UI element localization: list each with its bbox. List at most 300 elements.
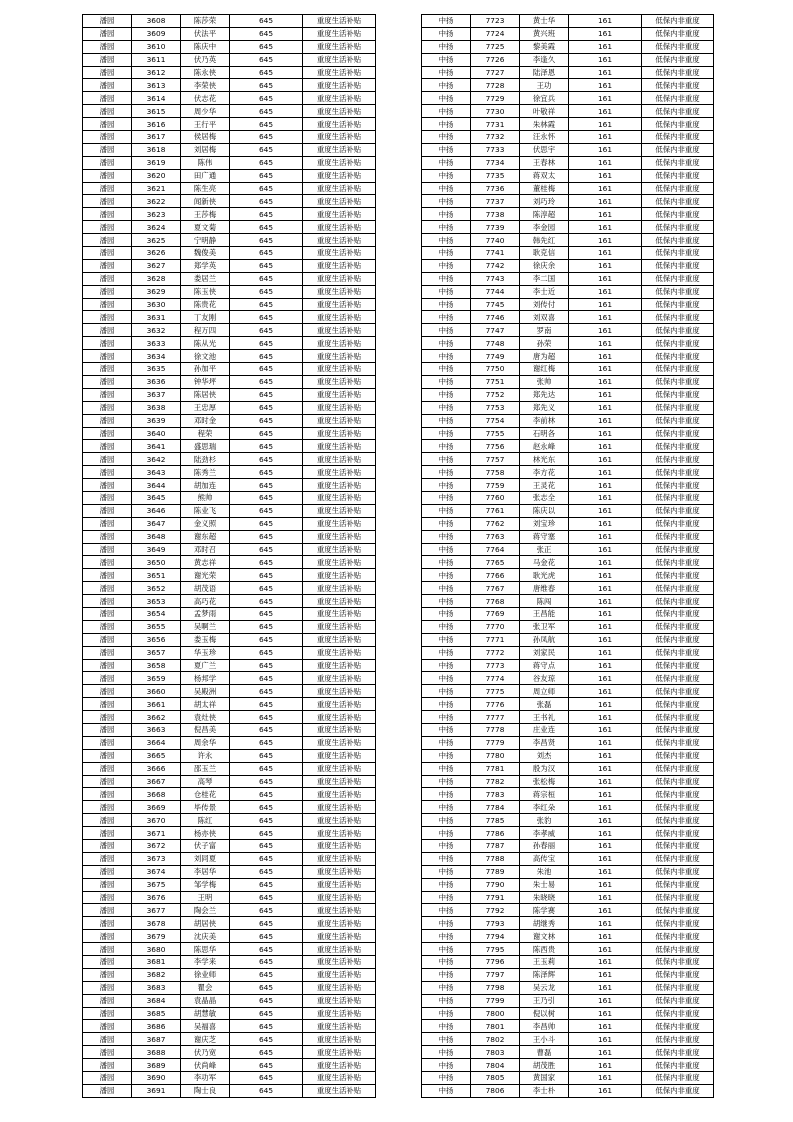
- town-cell: 中扬: [422, 878, 471, 891]
- town-cell: 潘园: [83, 1020, 132, 1033]
- town-cell: 中扬: [422, 375, 471, 388]
- town-cell: 中扬: [422, 904, 471, 917]
- category-cell: 低保内非重度: [642, 182, 714, 195]
- name-cell: 张磊: [520, 698, 569, 711]
- category-cell: 低保内非重度: [642, 27, 714, 40]
- town-cell: 中扬: [422, 620, 471, 633]
- amount-cell: 645: [230, 749, 303, 762]
- town-cell: 中扬: [422, 956, 471, 969]
- town-cell: 潘园: [83, 659, 132, 672]
- category-cell: 重度生活补贴: [303, 118, 376, 131]
- amount-cell: 161: [569, 311, 642, 324]
- town-cell: 潘园: [83, 15, 132, 28]
- id-cell: 7759: [471, 479, 520, 492]
- town-cell: 潘园: [83, 595, 132, 608]
- amount-cell: 161: [569, 775, 642, 788]
- amount-cell: 161: [569, 401, 642, 414]
- amount-cell: 161: [569, 981, 642, 994]
- table-row: [422, 324, 714, 337]
- town-cell: 中扬: [422, 414, 471, 427]
- name-cell: 王昌能: [520, 607, 569, 620]
- category-cell: 低保内非重度: [642, 15, 714, 28]
- amount-cell: 161: [569, 156, 642, 169]
- amount-cell: 645: [230, 943, 303, 956]
- town-cell: 中扬: [422, 479, 471, 492]
- amount-cell: 161: [569, 556, 642, 569]
- name-cell: 杨邦学: [181, 672, 230, 685]
- category-cell: 重度生活补贴: [303, 453, 376, 466]
- table-row: [422, 672, 714, 685]
- category-cell: 低保内非重度: [642, 917, 714, 930]
- table-row: [83, 324, 376, 337]
- id-cell: 7728: [471, 79, 520, 92]
- category-cell: 重度生活补贴: [303, 156, 376, 169]
- table-row: [422, 40, 714, 53]
- town-cell: 潘园: [83, 79, 132, 92]
- table-row: [422, 968, 714, 981]
- name-cell: 谢东超: [181, 530, 230, 543]
- name-cell: 程荣: [181, 427, 230, 440]
- category-cell: 低保内非重度: [642, 105, 714, 118]
- name-cell: 杨亦侠: [181, 827, 230, 840]
- town-cell: 中扬: [422, 968, 471, 981]
- id-cell: 3669: [132, 801, 181, 814]
- town-cell: 中扬: [422, 891, 471, 904]
- town-cell: 潘园: [83, 711, 132, 724]
- left-table: [82, 14, 376, 1098]
- name-cell: 盛思瑞: [181, 440, 230, 453]
- id-cell: 7761: [471, 504, 520, 517]
- table-row: [83, 195, 376, 208]
- table-row: [83, 840, 376, 853]
- category-cell: 低保内非重度: [642, 350, 714, 363]
- name-cell: 刘传付: [520, 298, 569, 311]
- id-cell: 7767: [471, 582, 520, 595]
- id-cell: 3640: [132, 427, 181, 440]
- id-cell: 7739: [471, 221, 520, 234]
- town-cell: 潘园: [83, 543, 132, 556]
- table-row: [422, 311, 714, 324]
- category-cell: 低保内非重度: [642, 440, 714, 453]
- table-row: [83, 440, 376, 453]
- id-cell: 7732: [471, 131, 520, 144]
- amount-cell: 645: [230, 736, 303, 749]
- name-cell: 胡太祥: [181, 698, 230, 711]
- amount-cell: 161: [569, 1033, 642, 1046]
- town-cell: 中扬: [422, 388, 471, 401]
- town-cell: 潘园: [83, 582, 132, 595]
- table-row: [83, 105, 376, 118]
- name-cell: 石明各: [520, 427, 569, 440]
- id-cell: 3680: [132, 943, 181, 956]
- id-cell: 7801: [471, 1020, 520, 1033]
- name-cell: 黄志祥: [181, 556, 230, 569]
- table-row: [422, 685, 714, 698]
- id-cell: 7729: [471, 92, 520, 105]
- amount-cell: 645: [230, 1072, 303, 1085]
- id-cell: 7770: [471, 620, 520, 633]
- town-cell: 中扬: [422, 775, 471, 788]
- amount-cell: 161: [569, 646, 642, 659]
- town-cell: 潘园: [83, 788, 132, 801]
- name-cell: 陶士良: [181, 1084, 230, 1097]
- amount-cell: 645: [230, 569, 303, 582]
- amount-cell: 645: [230, 517, 303, 530]
- table-row: [422, 711, 714, 724]
- name-cell: 黄兴班: [520, 27, 569, 40]
- category-cell: 低保内非重度: [642, 272, 714, 285]
- table-row: [83, 15, 376, 28]
- category-cell: 重度生活补贴: [303, 685, 376, 698]
- table-row: [83, 981, 376, 994]
- name-cell: 李红朵: [520, 801, 569, 814]
- table-row: [422, 1020, 714, 1033]
- table-row: [83, 736, 376, 749]
- table-row: [83, 711, 376, 724]
- category-cell: 重度生活补贴: [303, 247, 376, 260]
- category-cell: 重度生活补贴: [303, 259, 376, 272]
- town-cell: 中扬: [422, 685, 471, 698]
- category-cell: 重度生活补贴: [303, 556, 376, 569]
- category-cell: 重度生活补贴: [303, 66, 376, 79]
- town-cell: 潘园: [83, 865, 132, 878]
- category-cell: 重度生活补贴: [303, 569, 376, 582]
- category-cell: 重度生活补贴: [303, 633, 376, 646]
- id-cell: 3668: [132, 788, 181, 801]
- table-row: [83, 904, 376, 917]
- table-row: [422, 530, 714, 543]
- amount-cell: 161: [569, 27, 642, 40]
- name-cell: 耿光虎: [520, 569, 569, 582]
- table-row: [83, 66, 376, 79]
- amount-cell: 161: [569, 607, 642, 620]
- category-cell: 重度生活补贴: [303, 736, 376, 749]
- table-row: [422, 814, 714, 827]
- category-cell: 重度生活补贴: [303, 607, 376, 620]
- town-cell: 中扬: [422, 131, 471, 144]
- table-row: [83, 723, 376, 736]
- amount-cell: 645: [230, 375, 303, 388]
- table-row: [83, 607, 376, 620]
- id-cell: 3641: [132, 440, 181, 453]
- amount-cell: 645: [230, 646, 303, 659]
- amount-cell: 645: [230, 852, 303, 865]
- town-cell: 潘园: [83, 143, 132, 156]
- category-cell: 重度生活补贴: [303, 491, 376, 504]
- category-cell: 重度生活补贴: [303, 1033, 376, 1046]
- table-row: [422, 1084, 714, 1097]
- amount-cell: 645: [230, 195, 303, 208]
- amount-cell: 161: [569, 788, 642, 801]
- category-cell: 低保内非重度: [642, 775, 714, 788]
- table-row: [422, 131, 714, 144]
- id-cell: 3616: [132, 118, 181, 131]
- name-cell: 陈业飞: [181, 504, 230, 517]
- amount-cell: 161: [569, 272, 642, 285]
- category-cell: 重度生活补贴: [303, 350, 376, 363]
- id-cell: 3675: [132, 878, 181, 891]
- id-cell: 7762: [471, 517, 520, 530]
- table-row: [422, 337, 714, 350]
- id-cell: 3619: [132, 156, 181, 169]
- table-row: [83, 27, 376, 40]
- category-cell: 低保内非重度: [642, 324, 714, 337]
- category-cell: 低保内非重度: [642, 285, 714, 298]
- town-cell: 中扬: [422, 285, 471, 298]
- amount-cell: 645: [230, 272, 303, 285]
- table-row: [422, 723, 714, 736]
- table-row: [83, 259, 376, 272]
- town-cell: 中扬: [422, 994, 471, 1007]
- id-cell: 7754: [471, 414, 520, 427]
- table-row: [422, 143, 714, 156]
- amount-cell: 161: [569, 814, 642, 827]
- amount-cell: 645: [230, 414, 303, 427]
- table-row: [422, 414, 714, 427]
- name-cell: 毕传景: [181, 801, 230, 814]
- name-cell: 陈庆中: [181, 40, 230, 53]
- table-row: [422, 66, 714, 79]
- id-cell: 7777: [471, 711, 520, 724]
- table-row: [422, 878, 714, 891]
- amount-cell: 161: [569, 1020, 642, 1033]
- id-cell: 7786: [471, 827, 520, 840]
- id-cell: 3665: [132, 749, 181, 762]
- id-cell: 3615: [132, 105, 181, 118]
- town-cell: 中扬: [422, 259, 471, 272]
- table-row: [83, 852, 376, 865]
- name-cell: 赵永峰: [520, 440, 569, 453]
- id-cell: 3659: [132, 672, 181, 685]
- table-row: [422, 298, 714, 311]
- category-cell: 低保内非重度: [642, 221, 714, 234]
- category-cell: 重度生活补贴: [303, 40, 376, 53]
- town-cell: 潘园: [83, 956, 132, 969]
- town-cell: 潘园: [83, 775, 132, 788]
- name-cell: 殷为汉: [520, 762, 569, 775]
- name-cell: 仓桂花: [181, 788, 230, 801]
- id-cell: 7780: [471, 749, 520, 762]
- id-cell: 7725: [471, 40, 520, 53]
- amount-cell: 161: [569, 723, 642, 736]
- town-cell: 中扬: [422, 15, 471, 28]
- category-cell: 重度生活补贴: [303, 891, 376, 904]
- town-cell: 潘园: [83, 401, 132, 414]
- town-cell: 潘园: [83, 40, 132, 53]
- id-cell: 7774: [471, 672, 520, 685]
- table-row: [83, 956, 376, 969]
- table-row: [422, 466, 714, 479]
- table-row: [422, 208, 714, 221]
- town-cell: 中扬: [422, 827, 471, 840]
- category-cell: 重度生活补贴: [303, 143, 376, 156]
- name-cell: 谢庆芝: [181, 1033, 230, 1046]
- amount-cell: 161: [569, 711, 642, 724]
- category-cell: 低保内非重度: [642, 66, 714, 79]
- town-cell: 潘园: [83, 156, 132, 169]
- table-row: [83, 698, 376, 711]
- id-cell: 7771: [471, 633, 520, 646]
- table-row: [83, 865, 376, 878]
- name-cell: 华玉珍: [181, 646, 230, 659]
- town-cell: 潘园: [83, 878, 132, 891]
- amount-cell: 645: [230, 285, 303, 298]
- amount-cell: 645: [230, 79, 303, 92]
- town-cell: 潘园: [83, 607, 132, 620]
- category-cell: 重度生活补贴: [303, 981, 376, 994]
- name-cell: 谢文林: [520, 930, 569, 943]
- amount-cell: 161: [569, 66, 642, 79]
- table-row: [422, 517, 714, 530]
- amount-cell: 161: [569, 453, 642, 466]
- category-cell: 重度生活补贴: [303, 917, 376, 930]
- town-cell: 潘园: [83, 698, 132, 711]
- id-cell: 3638: [132, 401, 181, 414]
- table-row: [83, 40, 376, 53]
- amount-cell: 645: [230, 891, 303, 904]
- amount-cell: 645: [230, 878, 303, 891]
- id-cell: 3676: [132, 891, 181, 904]
- amount-cell: 645: [230, 182, 303, 195]
- name-cell: 李逢久: [520, 53, 569, 66]
- name-cell: 谢红梅: [520, 363, 569, 376]
- name-cell: 王行平: [181, 118, 230, 131]
- town-cell: 中扬: [422, 556, 471, 569]
- amount-cell: 161: [569, 801, 642, 814]
- table-row: [83, 917, 376, 930]
- table-row: [422, 388, 714, 401]
- name-cell: 叶敬祥: [520, 105, 569, 118]
- category-cell: 低保内非重度: [642, 904, 714, 917]
- id-cell: 7742: [471, 259, 520, 272]
- town-cell: 中扬: [422, 1084, 471, 1097]
- id-cell: 3618: [132, 143, 181, 156]
- town-cell: 中扬: [422, 582, 471, 595]
- category-cell: 低保内非重度: [642, 723, 714, 736]
- category-cell: 低保内非重度: [642, 466, 714, 479]
- town-cell: 潘园: [83, 440, 132, 453]
- category-cell: 低保内非重度: [642, 156, 714, 169]
- table-row: [83, 363, 376, 376]
- name-cell: 唐维春: [520, 582, 569, 595]
- id-cell: 7769: [471, 607, 520, 620]
- table-row: [422, 79, 714, 92]
- name-cell: 陈庆以: [520, 504, 569, 517]
- table-row: [83, 1033, 376, 1046]
- category-cell: 重度生活补贴: [303, 221, 376, 234]
- id-cell: 3647: [132, 517, 181, 530]
- amount-cell: 645: [230, 956, 303, 969]
- amount-cell: 161: [569, 994, 642, 1007]
- table-row: [422, 15, 714, 28]
- table-row: [83, 92, 376, 105]
- name-cell: 谷友琼: [520, 672, 569, 685]
- category-cell: 重度生活补贴: [303, 363, 376, 376]
- category-cell: 低保内非重度: [642, 646, 714, 659]
- name-cell: 陶会兰: [181, 904, 230, 917]
- town-cell: 潘园: [83, 272, 132, 285]
- table-row: [83, 968, 376, 981]
- town-cell: 中扬: [422, 569, 471, 582]
- table-row: [422, 1046, 714, 1059]
- name-cell: 李功军: [181, 1072, 230, 1085]
- amount-cell: 645: [230, 595, 303, 608]
- name-cell: 邹学梅: [181, 878, 230, 891]
- amount-cell: 161: [569, 762, 642, 775]
- town-cell: 潘园: [83, 285, 132, 298]
- town-cell: 中扬: [422, 633, 471, 646]
- table-row: [422, 479, 714, 492]
- amount-cell: 645: [230, 723, 303, 736]
- amount-cell: 645: [230, 401, 303, 414]
- id-cell: 7804: [471, 1059, 520, 1072]
- town-cell: 潘园: [83, 388, 132, 401]
- name-cell: 黄士华: [520, 15, 569, 28]
- table-row: [422, 105, 714, 118]
- id-cell: 3655: [132, 620, 181, 633]
- category-cell: 重度生活补贴: [303, 1046, 376, 1059]
- category-cell: 重度生活补贴: [303, 298, 376, 311]
- town-cell: 潘园: [83, 363, 132, 376]
- id-cell: 3663: [132, 723, 181, 736]
- name-cell: 吴啊兰: [181, 620, 230, 633]
- name-cell: 伏乃宽: [181, 1046, 230, 1059]
- amount-cell: 645: [230, 981, 303, 994]
- id-cell: 7768: [471, 595, 520, 608]
- town-cell: 中扬: [422, 762, 471, 775]
- category-cell: 重度生活补贴: [303, 479, 376, 492]
- id-cell: 7726: [471, 53, 520, 66]
- category-cell: 低保内非重度: [642, 388, 714, 401]
- name-cell: 黄国家: [520, 1072, 569, 1085]
- id-cell: 3610: [132, 40, 181, 53]
- town-cell: 中扬: [422, 453, 471, 466]
- category-cell: 低保内非重度: [642, 363, 714, 376]
- town-cell: 中扬: [422, 1072, 471, 1085]
- id-cell: 3670: [132, 814, 181, 827]
- amount-cell: 161: [569, 1046, 642, 1059]
- table-row: [83, 930, 376, 943]
- name-cell: 邓时金: [181, 414, 230, 427]
- id-cell: 3613: [132, 79, 181, 92]
- amount-cell: 645: [230, 169, 303, 182]
- category-cell: 重度生活补贴: [303, 775, 376, 788]
- table-row: [83, 1020, 376, 1033]
- category-cell: 低保内非重度: [642, 620, 714, 633]
- table-row: [83, 479, 376, 492]
- table-row: [422, 375, 714, 388]
- category-cell: 重度生活补贴: [303, 401, 376, 414]
- town-cell: 中扬: [422, 736, 471, 749]
- name-cell: 侯居梅: [181, 131, 230, 144]
- name-cell: 张志全: [520, 491, 569, 504]
- town-cell: 中扬: [422, 118, 471, 131]
- name-cell: 汪永怀: [520, 131, 569, 144]
- name-cell: 董桂梅: [520, 182, 569, 195]
- id-cell: 3688: [132, 1046, 181, 1059]
- table-row: [83, 350, 376, 363]
- amount-cell: 645: [230, 1033, 303, 1046]
- table-row: [83, 466, 376, 479]
- town-cell: 中扬: [422, 852, 471, 865]
- name-cell: 王莎梅: [181, 208, 230, 221]
- table-row: [83, 285, 376, 298]
- table-row: [83, 646, 376, 659]
- id-cell: 3631: [132, 311, 181, 324]
- name-cell: 陈贵花: [181, 298, 230, 311]
- town-cell: 中扬: [422, 801, 471, 814]
- id-cell: 3666: [132, 762, 181, 775]
